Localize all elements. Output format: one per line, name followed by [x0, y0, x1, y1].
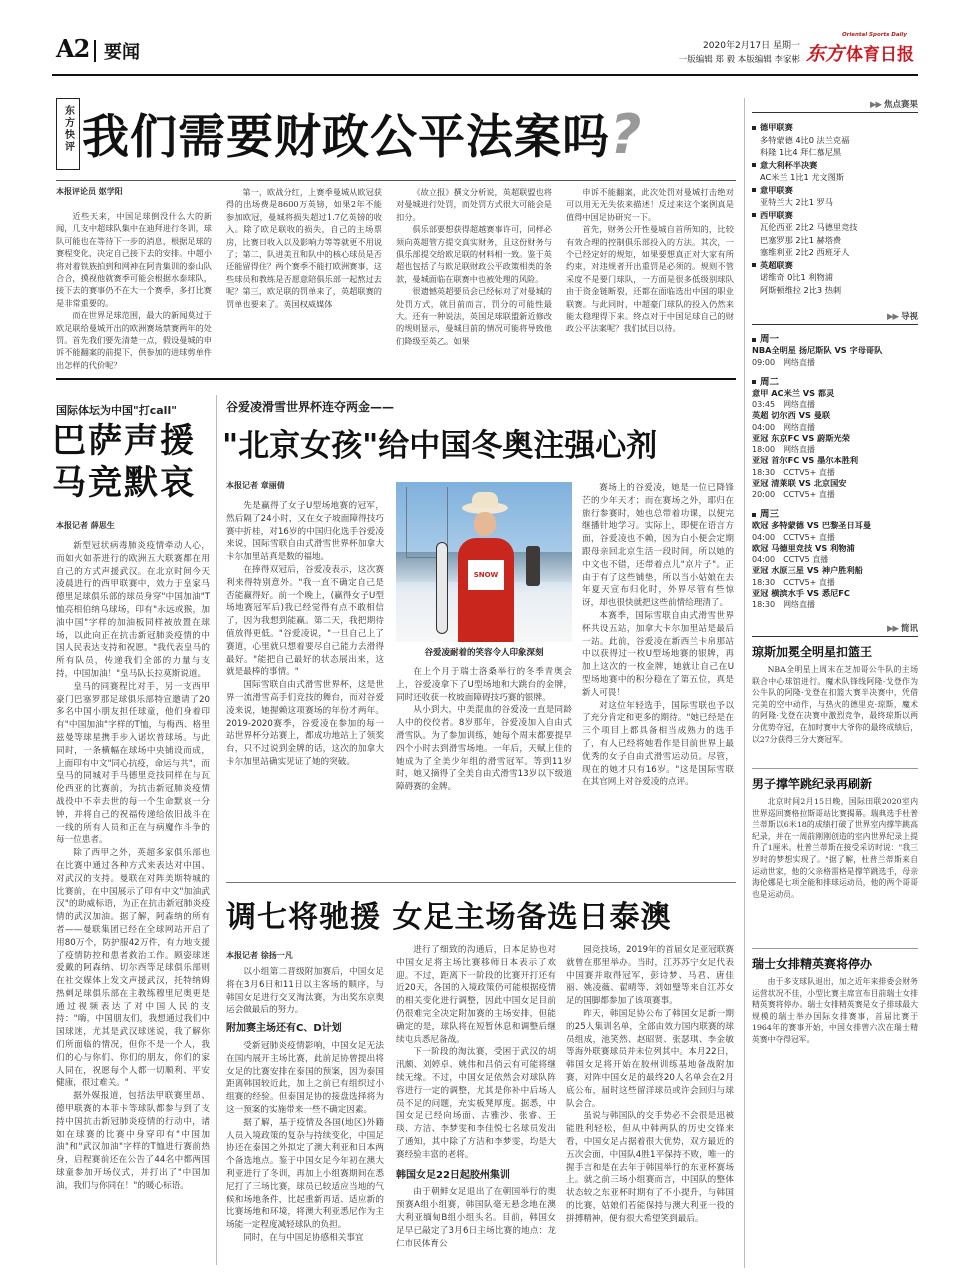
paper-name-rest: 体育日报	[846, 45, 914, 65]
page-code: A2	[56, 34, 90, 63]
paper-name-en: Oriental Sports Daily	[842, 32, 907, 38]
women-football-headline: 调七将驰援 女足主场备选日泰澳	[226, 900, 672, 935]
ski-board	[436, 542, 448, 634]
ski-photo-caption: 谷爱凌耐着的笑容令人印象深刻	[424, 648, 544, 658]
ski-bib: SNOW	[468, 560, 504, 590]
paper-name-brand: 东方	[806, 43, 845, 65]
commentary-col-4: 申诉不能翻案，此次处罚对曼城打击绝对可以用无无失依来描述！反过来这个案例真是值得中国足协研究一下。 首先，财务公开性曼城自首所知的，比较有效合理的控制俱乐部投入的方法。其次，一个已经定好的规矩，如果要想真正对大家有所约束，对违规者开出重罚是必须的。规则不管采度不是要门球队，一方面是很多低级别球队由于资金链断裂，还都在面临选出中国的职业联赛。与此同时，中超豪门球队的投入仍然来能太稳理得下来。终点对于中国足球自己的财政公平法案呢？我们拭目以待。	[566, 187, 734, 334]
tv-guide-header: ▶▶ 导视	[752, 310, 918, 325]
barca-headline: 巴萨声援 马竞默哀	[52, 421, 196, 503]
trophy	[526, 546, 540, 586]
women-football-subhead-1: 附加赛主场还有C、D计划	[226, 1023, 342, 1035]
ski-col-1: 先是赢得了女子U型场地赛的冠军，然后隔了24小时，又在女子坡面障得技巧赛中折桂，对16岁的中国归化选手谷爱凌来说，国际雪联自由式滑雪世界杯加拿大卡尔加里站真是数的福地。 在捧得双冠后，谷爱凌表示，这次赛利来得特别意外。"我一直不确定自己是否能赢得好。前一个晚上，(赢得女子U型场地赛冠军后)我已经觉得有点不敢相信了，因为我想到能赢。第二天，我把期待值放得更低。"谷爱凌说，"一旦自己上了赛道，心里就只想着要尽自己能力去滑得最好。"能把自己最好的状态展出来，这就是最棒的事情。" 国际雪联自由式滑雪世界杯，这是世界一流滑雪高手们竞技的舞台，而对谷爱凌来说，她握赖这项赛场的年份才两年。2019-2020赛季，谷爱凌在参加的每一站世界杯分站赛上，都成功地站上了领奖台，只不过说到金牌的话，这次的加拿大卡尔加里站确实见证了她的突破。	[226, 501, 384, 767]
question-mark: ?	[610, 103, 643, 166]
barca-kicker: 国际体坛为中国"打call"	[56, 404, 177, 417]
women-football-col-3: 园竞技场，2019年的首届女足亚冠联赛就曾在那里举办。当时，江苏苏宁女足代表中国赛并取得冠军，彭诗梦、马君、唐佳丽、姚凌薇、翟晴等、刘如璧等来自江苏女足的国脚都参加了该项赛事。 昨天，韩国足协公布了韩国女足新一期的25人集训名单，全部由效力国内联赛的球员组成，池笑然、赵昭贤、张瑟琪、李金敏等海外联赛球员并未位列其中。本月22日，韩国女足将开始在胶州训练基地备战附加赛，对阵中国女足的最终20人名单会在2月底公布，届时这些留洋球员或许会回归与球队会合。 虽说与韩国队的交手势必不会很是迅被能胜利轻松，但从中韩两队的历史交锋来看，中国女足占据着很大优势，双方最近的五次会面，中国队4胜1平保持不败，唯一的握手言和是在去年于韩国举行的东亚杯赛场上。就之前三场小组赛而言，中国队的整体状态较之东亚杯时期有了不小提升，与韩国的比赛，姑娘们若能保持与澳大利亚一役的拼搏精神，便有很大希望笑到最后。	[566, 945, 734, 1224]
tv-guide: 周一 NBA全明星 扬尼斯队 VS 字母哥队 09:00 网络直播 周二 意甲 AC米兰 VS 都灵 03:45 网络直播 英超 切尔西 VS 曼联 04:00 网络直播 亚冠 东京FC VS 蔚斯光荣 18:00 网络直播 亚冠 首尔FC VS 墨尔本胜利 18:30 CCTV5+ 直播 亚冠 清莱联 VS 北京国安 20:00 CCTV5+ 直播 周三 欧冠 多特蒙德 VS 巴黎圣日耳曼 04:00 CCTV5+ 直播 欧冠 马德里竞技 VS 利物浦 04:00 CCTV5 直播 亚冠 水原三星 VS 神户胜利船 18:30 CCTV5+ 直播 亚冠 横滨水手 VS 悉尼FC 18:30 网络直播	[752, 334, 883, 609]
women-football-col-2: 进行了细致的沟通后，日本足协也对中国女足将主场比赛移师日本表示了欢迎。不过，距离下一阶段的比赛开打还有近20天，各国的入境政策仍可能根据疫情的相关变化进行调整，因此中国女足目前仍很难完全决定附加赛的主场安排，但能确定的是，球队将在短暂休息和调整后继续屯兵悉尼备战。 下一阶段的淘汰赛，受困于武汉的胡汛颇、刘婷卓、姚伟和吕俏云有可能将继续无缘。不过，中国女足依然会对球队阵容进行一定的调整，尤其是你补中后场人员不足的问题，充实板凳厚度。据悉，中国女足已经向场面、古雅沙、张睿、王琰、方洁、李梦雯和李佳悦七名球员发出了通知，其中除了方洁和李梦雯，均是大赛经验丰富的老将。 韩国女足22日起胶州集训 由于朝鲜女足退出了在朝国举行的奥预赛A组小组赛，韩国队毫无悬念地在澳大利亚缅甸B组小组头名。目前，韩国女足早已敲定了3月6日主场比赛的地点：龙仁市民体育公	[396, 945, 556, 1249]
page-code-bar	[94, 40, 96, 62]
editors: 一版编辑 郑 毅 本版编辑 李家彬	[678, 55, 800, 65]
ski-photo	[396, 482, 572, 642]
women-football-col-1: 以小组第二晋级附加赛后，中国女足将在3月6日和11日以主客场的顺序，与韩国女足进行交叉淘汰赛，为出奖东京奥运会做最后的努力。 附加赛主场还有C、D计划 受新冠肺炎疫情影响，中国女足无法在国内展开主场比赛，此前足协曾提出将女足的比赛安排在泰国的预案，因为泰国距离韩国较近此，加上之前已有组织过小组赛的经验。但泰国足协的接盘选择将为这一预案的实施带来一些不确定因素。 据了解，基于疫情及各国(地区)外籍人员入境政策的复杂与持续变化，中国足协还在泰国之外拟定了澳大利亚和日本两个备选地点。鉴于中国女足今年初在澳大利亚进行了冬训，再加上小组赛期间在悉尼打了三场比赛，球员已较适应当地的气候和场地条件，比起重新再适、适应新的比赛场地和环境，将澳大利亚悉尼作为主场能一定程度减轻球队的负担。 同时，在与中国足协感相关事宜	[226, 967, 384, 1243]
sidebar	[752, 98, 918, 1268]
masthead	[0, 0, 953, 80]
commentary-col-1: 近些天来，中国足球倒没什么大的新闻，几支中超球队集中在迪拜进行冬训，球队可能也在等待下一步的消息，根据足球的赛程变化，决定自己接下去的安排。中超小将对着铁族拍到和网神在阿肯集训的泰山队合合，摸视他就赛季可能会根据水泰球队，接下去的赛事仍不在大一个赛季，多打比赛是非常重要的。 而在世界足球范围，最大的新闻莫过于欧足联给曼城开出的欧洲赛场禁赛两年的处罚。首先我们要先清楚一点，假设曼城的申诉不能翻案的前提下，供参加的进球剪单件出怎样的代价呢？	[56, 211, 212, 370]
brief-2: 男子撑竿跳纪录再刷新 北京时间2月15日晚，国际田联2020室内世界巡回赛格拉斯哥站比赛揭幕。瑞典选手杜普兰蒂斯以6米18的成绩打破了世界室内撑竿跳高纪录，并在一周前刚刚创造的室内世界纪录上提升了1厘米。杜普兰蒂斯在接受采访时说："我三岁时的梦想实现了。"据了解，杜普兰蒂斯来自运动世家，他的父亲格雷格是撑竿跳选手，母亲海伦娜是七项全能和排球运动员，他的两个哥哥也是运动员。	[752, 777, 918, 899]
barca-body: 新型冠状病毒肺炎疫情牵动人心，而如火如荼进行的欧洲五大联赛都在用自己的方式声援武汉。在北京时间今天凌晨进行的西甲联赛中，效力于皇家马德里足球俱乐部的球员身穿"中国加油"T恤亮相伯纳乌球场，印有"永远或猴，加油中国"字样的加油板同样被放置在球场，以此向正在抗击新冠肺炎疫情的中国人民表达支持和祝愿。"我代表皇马的所有队员，传递我们全部的力量与支持，中国加油！"皇马队长拉莫斯说道。 皇马的同赛程比对手，另一支西甲豪门巴塞罗那足球俱乐部特宣邀请了20多名中国小朋友担任球童，他们身着印有"中国加油"字样的T恤，与梅西、格里兹曼等球星携手步入诺坎普球场。与此同时，一条横幅在球场中央铺设而成，上面印有中文"同心抗疫，命运与共"，而皇马的同城对手马德里竞技同样在与瓦伦西亚的比赛前，为抗击新冠肺炎疫情战役中不幸去世的每一个生命默哀一分钟，并将自己的祝福传递给依旧战斗在一线的所有人员和正在与病魔作斗争的每一位患者。 除了西甲之外，英超多家俱乐部也在比赛中通过各种方式来表达对中国、对武汉的支持。曼联在对阵美斯特城的比赛前，在中国展示了印有中文"加油武汉"的助威标语，为正在抗击新冠肺炎疫情的武汉加油。据了解，阿森纳的所有者——曼联集团已经在全球网站开启了用80万个，防护服42万件，有力地支援了疫情防控和患者救治工作。顾姿球迷爱戴的阿森纳、切尔西等足球俱乐部则在社交媒体上发文声援武汉，托特纳姆热刺足球俱乐部在主教练穆里尼奥更是通过视频表达了对中国人民的支持："嗨，中国朋友们，我想通过我们中国球迷，尤其是武汉球迷说，我了解你们所面临的情况，但你不是一个人，我们的心与你们、你们的朋友，你们的家人同在，祝愿每个人都一切顺利、平安健康，很过难关。" 据外媒报道，包括法甲联赛里昂、德甲联赛的本菲卡等球队都参与到了支持中国抗击新冠肺炎疫情的行动中，诸如在球赛的比赛中身穿印有"中国加油"和"武汉加油"字样的T恤进行赛前热身，启程赛前还在公告了44名中都两国球童参加开场仪式，并打出了"中国加油，我们与你同在！"的暖心标语。	[56, 541, 210, 1191]
skier-jacket	[458, 538, 514, 642]
commentary-headline: 我们需要财政公平法案吗?	[82, 103, 643, 166]
ski-headline: "北京女孩"给中国冬奥注强心剂	[222, 428, 658, 464]
commentary-column-tag: 东方快评	[56, 98, 80, 170]
issue-date: 2020年2月17日 星期一	[703, 41, 800, 51]
women-football-byline: 本报记者 徐扬一凡	[226, 951, 293, 960]
paper-logo	[806, 30, 918, 70]
commentary-col-3: 《故立报》撰文分析说，英超联盟也将对曼城进行处罚，而处罚方式很大可能会是扣分。 俱乐部要想获得超越赛事许可，同样必须向英超管方提交真实财务，且这份财务与俱乐部提交给欧足联的材料相一致。鉴于英超也包括了与欧足联财政公平政策相类的条款，曼城面临在联赛中也被处理的风险。 很遗憾英超要员会已经标对了对曼城的处罚方式，就目前而言，罚分的可能性最大。还有一种说法，英国足球联盟新近修改的规则显示，曼城目前的情况可能将导致他们降级至英乙。如果	[396, 187, 552, 346]
brief-3: 瑞士女排精英赛将停办 由于多支球队退出，加之近年来排委会财务运营状况不佳，小型比赛主席宣布目前瑞士女排精英赛将停办。瑞士女排精英赛是女子排球最大规模的瑞士举办国际女排赛事，首届比赛于1964年的赛事开始，中国女排曾六次在瑞士精英赛中夺得冠军。	[752, 957, 918, 1044]
ski-byline: 本报记者 章丽倩	[226, 481, 285, 490]
brief-1: 琼斯加冕全明星扣篮王 NBA全明星上周末在芝加哥公牛队的主场联合中心球馆进行。魔术队锋线阿隆·戈登作为公牛队的阿隆·戈登在扣篮大赛半决赛中，凭借完美的空中动作，与热火的德里克·琼斯，魔术的阿隆·戈登在决赛中激烈竞争，最终琼斯以两分优势夺冠，在加时赛中大爷你的最终成绩后，以27分获得三分大赛冠军。	[752, 645, 918, 744]
focus-results: 德甲联赛 多特蒙德 4比0 法兰克福 科隆 1比4 拜仁慕尼黑 意大利杯半决赛 AC米兰 1比1 尤文图斯 意甲联赛 亚特兰大 2比1 罗马 西甲联赛 瓦伦西亚 2比2 马德里竞技 巴塞罗那 2比1 赫塔费 塞维利亚 2比2 西班牙人 英超联赛 诺维奇 0比1 利物浦 阿斯顿维拉 2比3 热刺	[752, 121, 918, 296]
ski-col-2: 在上个月于瑞士洛桑举行的冬季青奥会上，谷爱凌拿下了U型场地和大跳台的金牌，同时还收获一枚坡面障碍技巧赛的银牌。 从小到大，中美混血的谷爱凌一直是同龄人中的佼佼者。8岁那年，谷爱凌加入自由式滑雪队。为了参加训练，她每个周末都要提早四个小时去到滑雪场地。一年后，天赋上佳的她成为了全美少年组的滑雪冠军。等到11岁时，她又摘得了全美自由式滑雪13岁以下级道障碍赛的金牌。	[396, 667, 572, 793]
section-name: 要闻	[104, 42, 140, 63]
barca-byline: 本报记者 薛思生	[56, 521, 115, 530]
women-football-subhead-2: 韩国女足22日起胶州集训	[396, 1169, 510, 1181]
commentary-col-2: 第一，欧战分红，上赛季曼城从欧冠获得的出场费是8600万英镑，如果2年不能参加欧冠，曼城将损失超过1.7亿英镑的收入。除了欧足联收的损失，自己的主场票房，比赛日收入以及影响力等等就更不用说了；第二，队进美丑和队中的核心球员是否还能留得住？两个赛季不能打欧洲赛事，这些球员和教练是否愿意陪俱乐部一起熬过去呢？第三，欧足联的罚单来了，英超联赛的罚单也要来了。英国权威媒体	[226, 187, 382, 309]
ski-col-3: 赛场上的谷爱凌，她是一位已降锋芒的少年天才；而在赛场之外，耶归在旅行参赛时，她也总带着功课，以便完继播针地学习。实际上，即便在语言方面，谷爱凌也不赖，因为白小便会定期跟母亲回北京生活一段时间，所以她的中文也不错，还带着点儿"京片子"。正由于有了这些铺垫，所以当小姑娘在去年夏天宣布归化时，外界尽管有些惊讶，却也很快就把这些前情给理清了。 本赛季，国际雪联自由式滑雪世界杯共设五站，加拿大卡尔加里站是最后一站。此前，谷爱凌在新西兰卡帛那站中以获得过一枚U型场地赛的银牌，再加上这次的一枚金牌，她就让自己在U型场地赛中的积分稳在了第五位，真是新人可畏！ 对这位年轻选手，国际雪联也予以了充分肯定和更多的期待。"她已经是在三个项目上都具备相当成熟力的选手了，有人已经将她看作是目前世界上最优秀的女子自由式滑雪运动员。尽管，现在的她才只有16岁。"这是国际雪联在其官网上对谷爱凌的点评。	[582, 483, 734, 788]
briefs-header: ▶▶ 简讯	[752, 622, 918, 637]
commentary-byline: 本报评论员 妪学阳	[56, 187, 123, 196]
ski-kicker: 谷爱凌滑雪世界杯连夺两金——	[226, 400, 395, 414]
focus-results-header: ▶▶ 焦点赛果	[752, 98, 918, 113]
